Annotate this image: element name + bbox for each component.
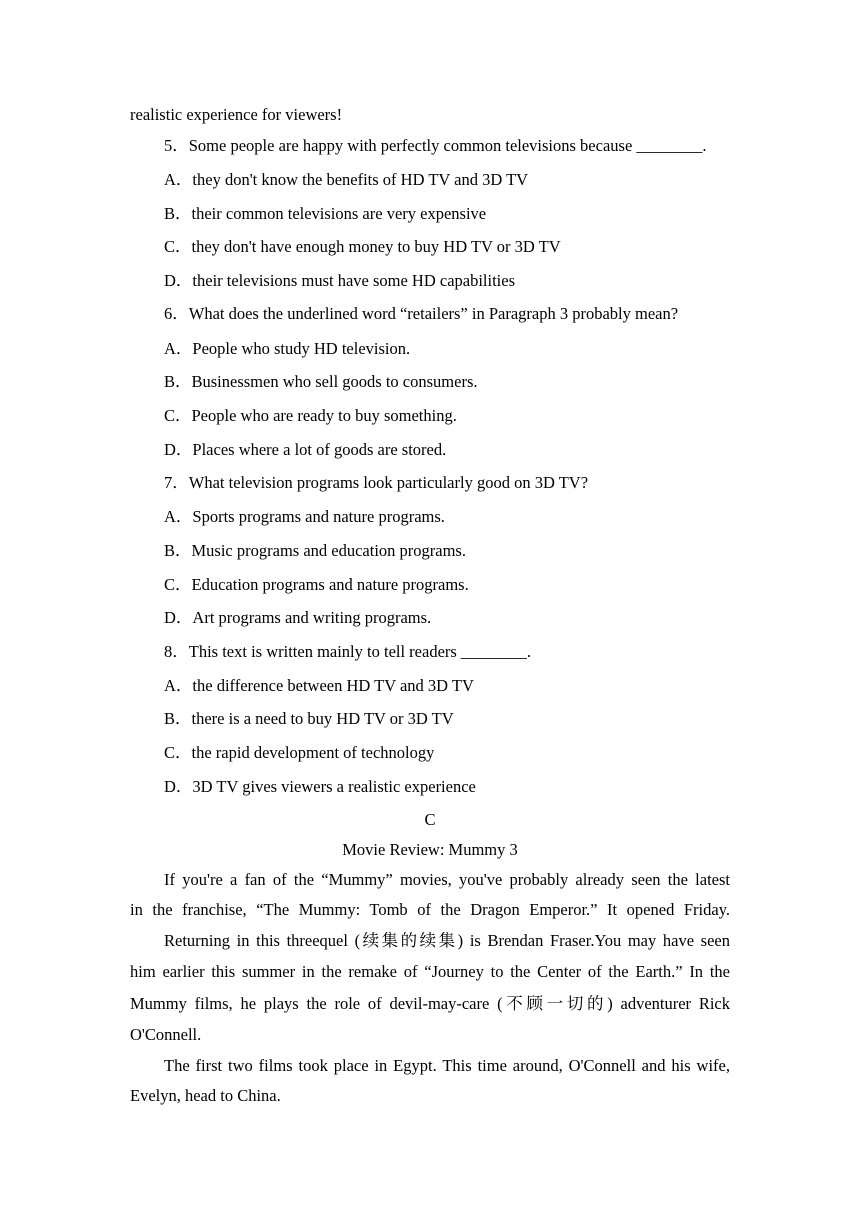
question-8-option-b: B．there is a need to buy HD TV or 3D TV [164,709,454,728]
paragraph-3-line-2: Evelyn, head to China. [130,1086,281,1105]
section-c-letter: C [424,810,436,829]
paragraph-2-line-4: O'Connell. [130,1025,202,1044]
question-5-stem: 5．Some people are happy with perfectly common televisions because ________. [164,136,707,155]
question-5-option-c: C．they don't have enough money to buy HD TV or 3D TV [164,237,561,256]
question-8-option-a: A．the difference between HD TV and 3D TV [164,676,474,695]
section-c-title: Movie Review: Mummy 3 [342,840,518,859]
paragraph-1-line-2: in the franchise, “The Mummy: Tomb of the Dragon Emperor.” It opened Friday. [130,900,730,919]
question-5-option-a: A．they don't know the benefits of HD TV and 3D TV [164,170,529,189]
question-8-option-c: C．the rapid development of technology [164,743,435,762]
question-6-stem: 6．What does the underlined word “retailers” in Paragraph 3 probably mean? [164,304,679,323]
question-7-stem: 7．What television programs look particularly good on 3D TV? [164,473,589,492]
question-6-option-a: A．People who study HD television. [164,339,411,358]
question-7-option-d: D．Art programs and writing programs. [164,608,432,627]
paragraph-1-line-1: If you're a fan of the “Mummy” movies, you've probably already seen the latest [164,870,730,889]
question-6-option-d: D．Places where a lot of goods are stored. [164,440,447,459]
passage-b-tail: realistic experience for viewers! [130,105,343,124]
question-8-option-d: D．3D TV gives viewers a realistic experience [164,777,476,796]
question-6-option-c: C．People who are ready to buy something. [164,406,457,425]
question-8-stem: 8．This text is written mainly to tell readers ________. [164,642,532,661]
question-7-option-a: A．Sports programs and nature programs. [164,507,445,526]
question-7-option-b: B．Music programs and education programs. [164,541,466,560]
paragraph-2-line-3: Mummy films, he plays the role of devil-may-care (不顾一切的) adventurer Rick [130,994,730,1013]
paragraph-2-line-1: Returning in this threequel (续集的续集) is Brendan Fraser.You may have seen [164,931,730,950]
question-5-option-b: B．their common televisions are very expensive [164,204,487,223]
question-5-option-d: D．their televisions must have some HD capabilities [164,271,516,290]
question-6-option-b: B．Businessmen who sell goods to consumers. [164,372,478,391]
paragraph-3-line-1: The first two films took place in Egypt. This time around, O'Connell and his wife, [164,1056,730,1075]
question-7-option-c: C．Education programs and nature programs. [164,575,469,594]
paragraph-2-line-2: him earlier this summer in the remake of “Journey to the Center of the Earth.” In the [130,962,730,981]
